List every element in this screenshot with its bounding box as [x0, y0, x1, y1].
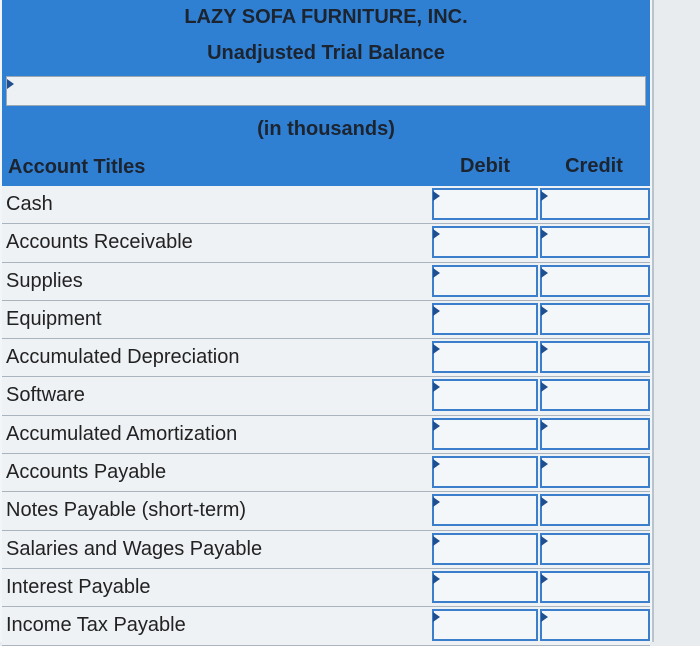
- company-name: LAZY SOFA FURNITURE, INC.: [2, 0, 650, 35]
- dropdown-arrow-icon: [541, 229, 548, 239]
- debit-input[interactable]: [432, 571, 538, 603]
- account-title: Accounts Receivable: [6, 231, 193, 254]
- credit-input[interactable]: [540, 533, 650, 565]
- debit-input[interactable]: [432, 188, 538, 220]
- debit-header: Debit: [460, 155, 510, 177]
- table-row: [2, 454, 650, 492]
- account-title: Software: [6, 384, 85, 407]
- date-row: [2, 72, 650, 110]
- dropdown-arrow-icon: [541, 612, 548, 622]
- dropdown-arrow-icon: [541, 306, 548, 316]
- credit-input[interactable]: [540, 379, 650, 411]
- credit-input[interactable]: [540, 456, 650, 488]
- dropdown-arrow-icon: [433, 268, 440, 278]
- dropdown-arrow-icon: [541, 191, 548, 201]
- debit-input[interactable]: [432, 341, 538, 373]
- credit-input[interactable]: [540, 571, 650, 603]
- account-title: Supplies: [6, 269, 83, 292]
- dropdown-arrow-icon: [433, 229, 440, 239]
- debit-input[interactable]: [432, 494, 538, 526]
- account-title: Accumulated Amortization: [6, 422, 238, 445]
- dropdown-arrow-icon: [433, 612, 440, 622]
- dropdown-arrow-icon: [541, 497, 548, 507]
- dropdown-arrow-icon: [433, 536, 440, 546]
- dropdown-arrow-icon: [433, 574, 440, 584]
- dropdown-arrow-icon: [433, 497, 440, 507]
- dropdown-arrow-icon: [7, 79, 14, 89]
- credit-input[interactable]: [540, 494, 650, 526]
- debit-input[interactable]: [432, 418, 538, 450]
- table-row: [2, 531, 650, 569]
- credit-header: Credit: [565, 155, 623, 177]
- debit-input[interactable]: [432, 533, 538, 565]
- table-row: [2, 301, 650, 339]
- dropdown-arrow-icon: [433, 459, 440, 469]
- account-title: Accounts Payable: [6, 461, 167, 484]
- credit-input[interactable]: [540, 188, 650, 220]
- table-row: [2, 492, 650, 530]
- debit-input[interactable]: [432, 226, 538, 258]
- dropdown-arrow-icon: [541, 268, 548, 278]
- table-row: [2, 224, 650, 262]
- dropdown-arrow-icon: [433, 421, 440, 431]
- table-row: [2, 607, 650, 645]
- credit-input[interactable]: [540, 341, 650, 373]
- table-row: [2, 377, 650, 415]
- debit-input[interactable]: [432, 265, 538, 297]
- table-row: [2, 569, 650, 607]
- table-row: [2, 263, 650, 301]
- credit-input[interactable]: [540, 226, 650, 258]
- account-title: Cash: [6, 193, 53, 215]
- debit-input[interactable]: [432, 303, 538, 335]
- account-title: Interest Payable: [6, 575, 151, 598]
- table-row: [2, 186, 650, 224]
- dropdown-arrow-icon: [433, 344, 440, 354]
- account-title: Income Tax Payable: [6, 614, 186, 637]
- dropdown-arrow-icon: [433, 306, 440, 316]
- debit-input[interactable]: [432, 609, 538, 641]
- dropdown-arrow-icon: [541, 421, 548, 431]
- dropdown-arrow-icon: [541, 344, 548, 354]
- account-title: Equipment: [6, 307, 102, 330]
- credit-input[interactable]: [540, 418, 650, 450]
- dropdown-arrow-icon: [541, 536, 548, 546]
- debit-input[interactable]: [432, 456, 538, 488]
- dropdown-arrow-icon: [541, 382, 548, 392]
- dropdown-arrow-icon: [433, 191, 440, 201]
- units-label: (in thousands): [2, 110, 650, 148]
- credit-input[interactable]: [540, 303, 650, 335]
- account-title: Notes Payable (short-term): [6, 499, 247, 522]
- debit-input[interactable]: [432, 379, 538, 411]
- credit-input[interactable]: [540, 609, 650, 641]
- date-input[interactable]: [6, 76, 646, 106]
- account-rows: [2, 186, 650, 646]
- account-title: Accumulated Depreciation: [6, 346, 240, 369]
- column-header-row: [2, 148, 650, 186]
- table-row: [2, 416, 650, 454]
- account-titles-header: Account Titles: [8, 156, 146, 178]
- credit-input[interactable]: [540, 265, 650, 297]
- statement-title: Unadjusted Trial Balance: [2, 34, 650, 72]
- table-row: [2, 339, 650, 377]
- account-title: Salaries and Wages Payable: [6, 537, 263, 560]
- dropdown-arrow-icon: [541, 459, 548, 469]
- dropdown-arrow-icon: [541, 574, 548, 584]
- dropdown-arrow-icon: [433, 382, 440, 392]
